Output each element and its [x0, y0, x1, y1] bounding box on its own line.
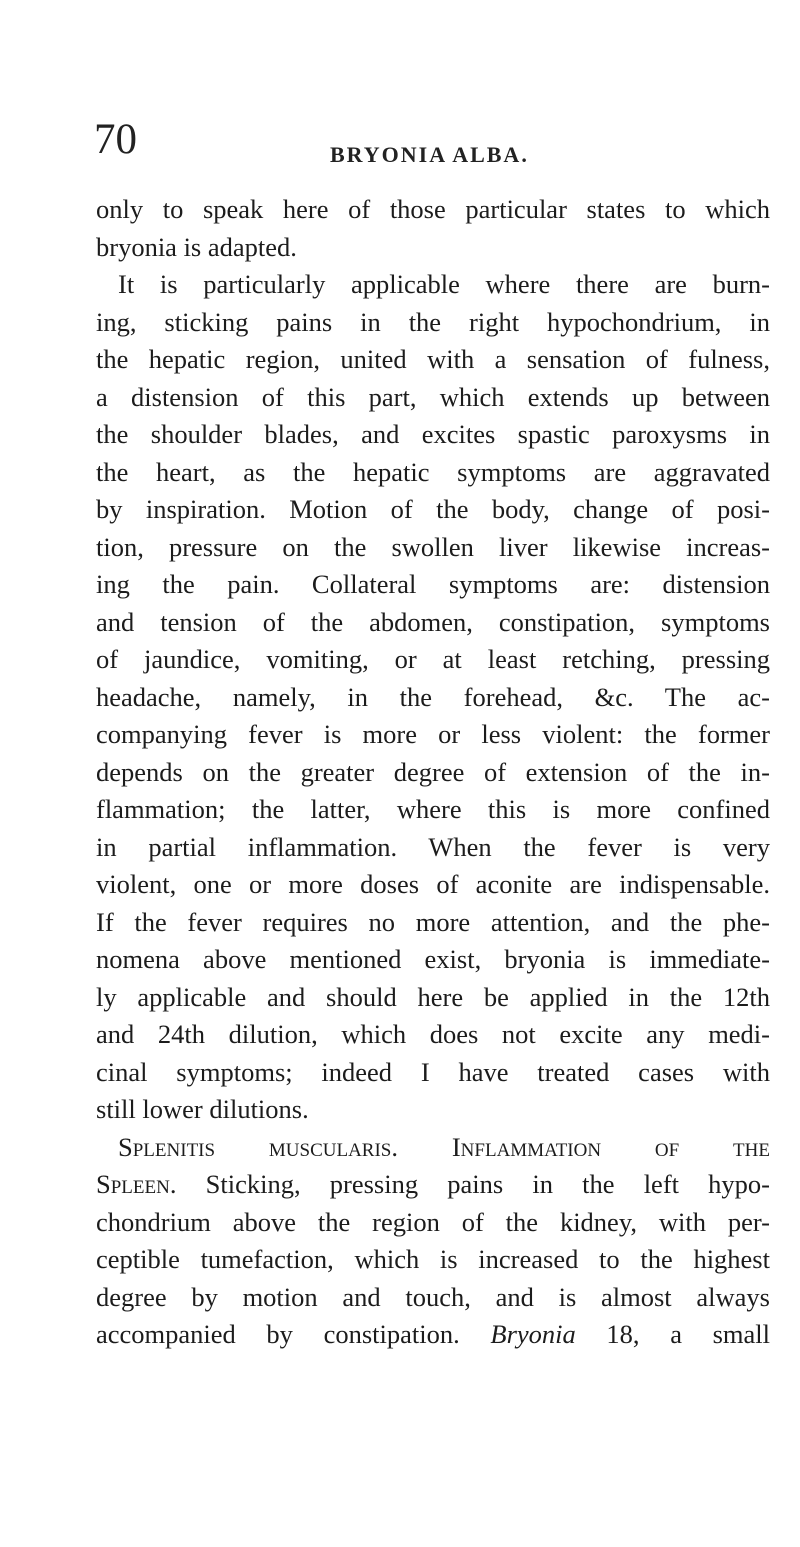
text-line: It is particularly applicable where there are burn- — [118, 269, 770, 299]
text-line: If the fever requires no more attention, and the phe- — [96, 906, 770, 937]
text-line: still lower dilutions. — [96, 1094, 309, 1124]
text-line: the heart, as the hepatic symptoms are aggravated — [96, 456, 770, 487]
text-line: chondrium above the region of the kidney, with per- — [96, 1206, 770, 1237]
text-line — [96, 1166, 770, 1204]
running-title: BRYONIA ALBA. — [330, 142, 529, 167]
text-line: headache, namely, in the forehead, &c. The ac- — [96, 681, 770, 712]
text-line: of jaundice, vomiting, or at least retching, pressing — [96, 644, 770, 674]
text-line: nomena above mentioned exist, bryonia is immediate- — [96, 944, 770, 974]
text-line: and 24th dilution, which does not excite any medi- — [96, 1019, 770, 1049]
text-line: the hepatic region, united with a sensation of fulness, — [96, 344, 770, 374]
section-heading-latin: Splenitis muscularis. — [118, 1131, 399, 1162]
text-line — [96, 1316, 770, 1354]
section-heading-english-cont: Spleen. — [96, 1169, 177, 1199]
section-heading-english: Inflammation of the — [451, 1131, 770, 1162]
text-line: degree by motion and touch, and is almost always — [96, 1281, 770, 1312]
text-line: only to speak here of those particular states to which — [96, 194, 770, 224]
section-heading-line — [96, 1129, 770, 1167]
text-run: accompanied by constipation. — [96, 1319, 460, 1349]
text-line: in partial inflammation. When the fever is very — [96, 831, 770, 862]
remedy-name: Bryonia — [490, 1319, 576, 1349]
text-line: the shoulder blades, and excites spastic paroxysms in — [96, 419, 770, 449]
text-run: Sticking, pressing pains in the left hypo- — [205, 1169, 770, 1199]
text-line: ly applicable and should here be applied in the 12th — [96, 981, 770, 1012]
text-line: and tension of the abdomen, constipation, symptoms — [96, 606, 770, 637]
text-line: bryonia is adapted. — [96, 231, 297, 262]
text-line: cinal symptoms; indeed I have treated cases with — [96, 1056, 770, 1087]
body-text — [96, 191, 770, 1354]
text-run: 18, a small — [606, 1319, 771, 1349]
text-line: violent, one or more doses of aconite are indispensable. — [96, 869, 770, 899]
text-line: depends on the greater degree of extension of the in- — [96, 756, 770, 787]
page-number: 70 — [94, 116, 137, 163]
text-line: companying fever is more or less violent: the former — [96, 719, 770, 749]
text-line: by inspiration. Motion of the body, change of posi- — [96, 494, 770, 524]
text-line: tion, pressure on the swollen liver likewise increas- — [96, 531, 770, 562]
text-line: a distension of this part, which extends up between — [96, 381, 770, 412]
text-line: ing the pain. Collateral symptoms are: distension — [96, 569, 770, 599]
text-line: flammation; the latter, where this is more confined — [96, 794, 770, 824]
text-line: ing, sticking pains in the right hypochondrium, in — [96, 306, 770, 337]
text-line: ceptible tumefaction, which is increased to the highest — [96, 1244, 770, 1274]
